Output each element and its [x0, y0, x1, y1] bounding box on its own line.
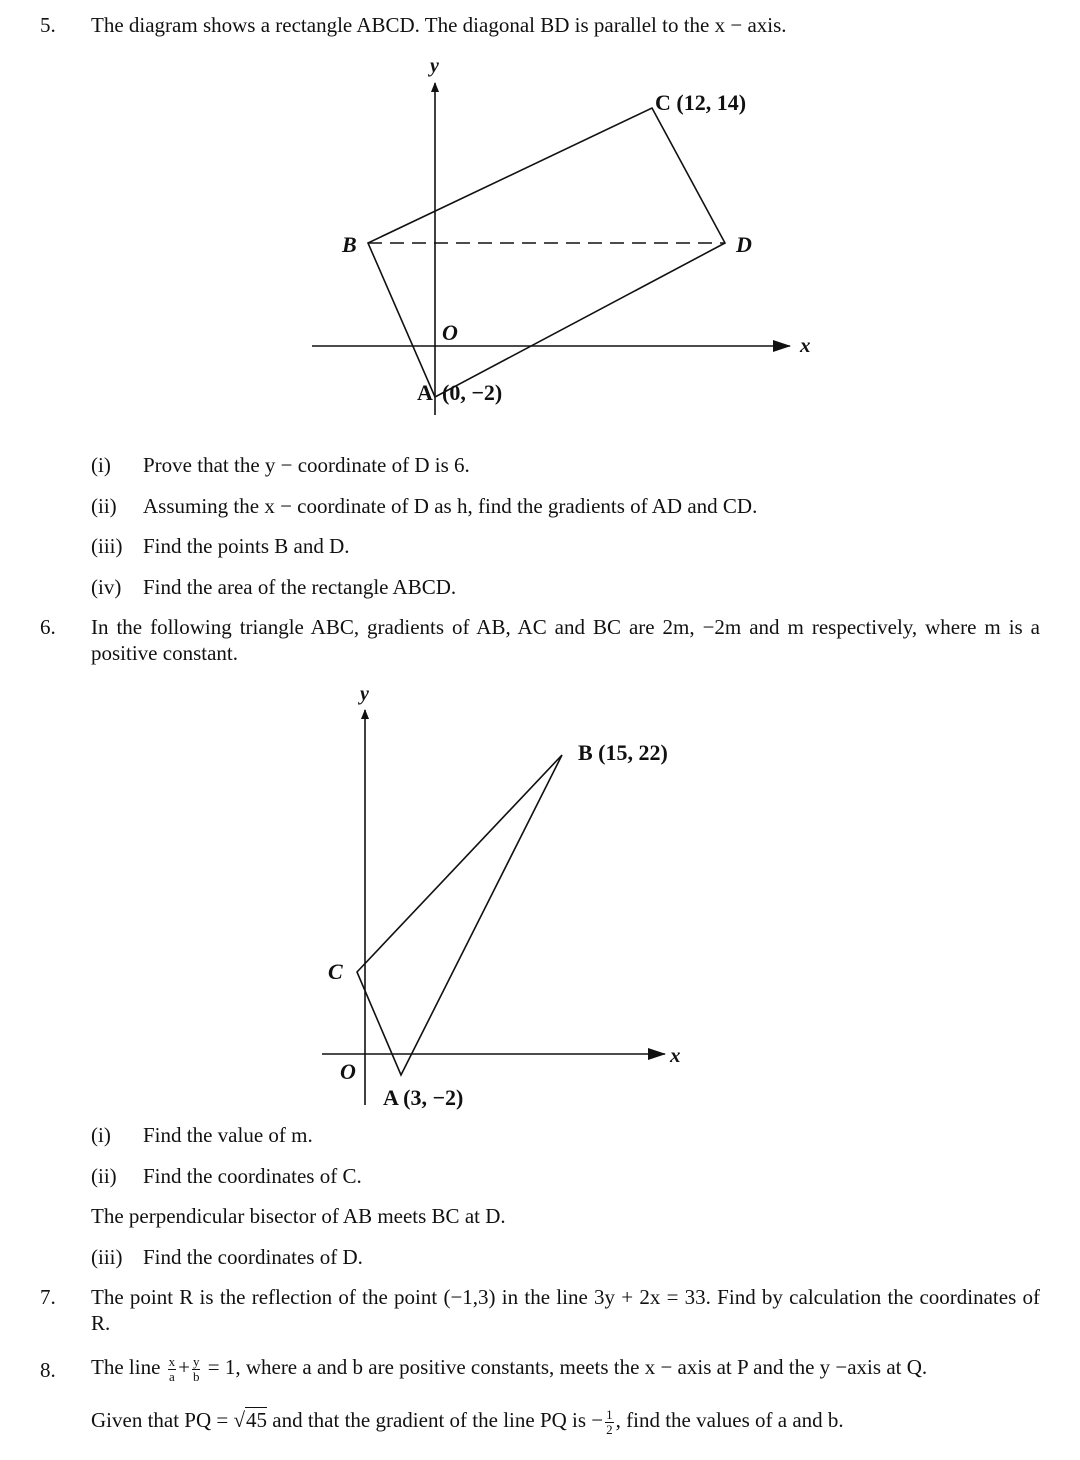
q6-origin-label: O: [340, 1059, 356, 1084]
q6-part-i-label: (i): [91, 1123, 111, 1147]
q6-x-axis-label: x: [670, 1043, 681, 1067]
q6-part-iii-text: Find the coordinates of D.: [143, 1245, 363, 1269]
q7-number: 7.: [40, 1285, 56, 1309]
q6-label-c: C: [328, 959, 343, 984]
q5-part-iv-label: (iv): [91, 575, 122, 599]
q5-rectangle-abcd: [368, 108, 725, 397]
q5-label-b: B: [342, 232, 357, 257]
q6-label-a: A (3, −2): [383, 1085, 464, 1110]
q5-origin-label: O: [442, 320, 458, 345]
q8-line1: [91, 1350, 1040, 1384]
q8-frac2-num: y: [192, 1354, 200, 1370]
q6-part-ii-text: Find the coordinates of C.: [143, 1164, 362, 1188]
q8-frac3-den: 2: [606, 1421, 613, 1437]
q8-line1-start: The line: [91, 1355, 161, 1379]
q8-line2: [91, 1403, 1040, 1437]
q5-y-axis-label: y: [430, 55, 439, 77]
q5-part-ii-label: (ii): [91, 494, 117, 518]
q6-number: 6.: [40, 615, 56, 639]
q8-fraction-one-half: [605, 1408, 614, 1436]
q5-label-c: C (12, 14): [655, 90, 747, 115]
q6-part-iii-label: (iii): [91, 1245, 123, 1269]
q5-x-axis-label: x: [800, 333, 811, 357]
q5-part-i-label: (i): [91, 453, 111, 477]
q5-intro: The diagram shows a rectangle ABCD. The diagonal BD is parallel to the x − axis.: [91, 13, 787, 37]
q5-diagram: [290, 50, 830, 425]
q8-line1-end: = 1, where a and b are positive constants, meets the x − axis at P and the y −axis at Q.: [207, 1355, 928, 1379]
q8-line2-start: Given that PQ =: [91, 1408, 229, 1432]
q8-line2-end: , find the values of a and b.: [615, 1408, 844, 1432]
q8-frac1-num: x: [168, 1354, 176, 1370]
q5-part-iii-text: Find the points B and D.: [143, 534, 350, 558]
q8-fraction-y-over-b: [192, 1355, 201, 1383]
q5-label-a-coords: (0, −2): [442, 380, 503, 405]
q5-part-iv-text: Find the area of the rectangle ABCD.: [143, 575, 457, 599]
q5-label-d: D: [736, 232, 752, 257]
q6-part-ii-label: (ii): [91, 1164, 117, 1188]
q5-part-i-text: Prove that the y − coordinate of D is 6.: [143, 453, 470, 477]
q8-frac2-den: b: [192, 1368, 200, 1384]
q7-text: The point R is the reflection of the point (−1,3) in the line 3y + 2x = 33. Find by calculation the coordinates of R.: [91, 1285, 1040, 1336]
q8-frac3-num: 1: [606, 1407, 613, 1423]
q5-part-iii-label: (iii): [91, 534, 123, 558]
q6-intro: In the following triangle ABC, gradients of AB, AC and BC are 2m, −2m and m respectively, where m is a positive constant.: [91, 615, 1040, 666]
q5-part-ii-text: Assuming the x − coordinate of D as h, find the gradients of AD and CD.: [143, 494, 758, 518]
q8-plus: +: [178, 1355, 190, 1379]
q8-sqrt-sign: √: [233, 1408, 246, 1432]
q8-sqrt-value: 45: [246, 1408, 268, 1432]
q6-triangle-abc: [357, 755, 562, 1075]
q8-frac1-den: a: [169, 1368, 175, 1384]
q5-number: 5.: [40, 13, 56, 37]
q8-number: 8.: [40, 1358, 56, 1382]
q6-label-b: B (15, 22): [578, 740, 668, 765]
q6-statement: The perpendicular bisector of AB meets BC at D.: [91, 1204, 506, 1228]
q6-y-axis-label: y: [360, 683, 369, 705]
q5-label-a: A: [417, 380, 433, 405]
q8-fraction-x-over-a: [168, 1355, 177, 1383]
q6-part-i-text: Find the value of m.: [143, 1123, 313, 1147]
q6-diagram: [300, 680, 720, 1120]
q8-line2-middle: and that the gradient of the line PQ is −: [272, 1408, 604, 1432]
